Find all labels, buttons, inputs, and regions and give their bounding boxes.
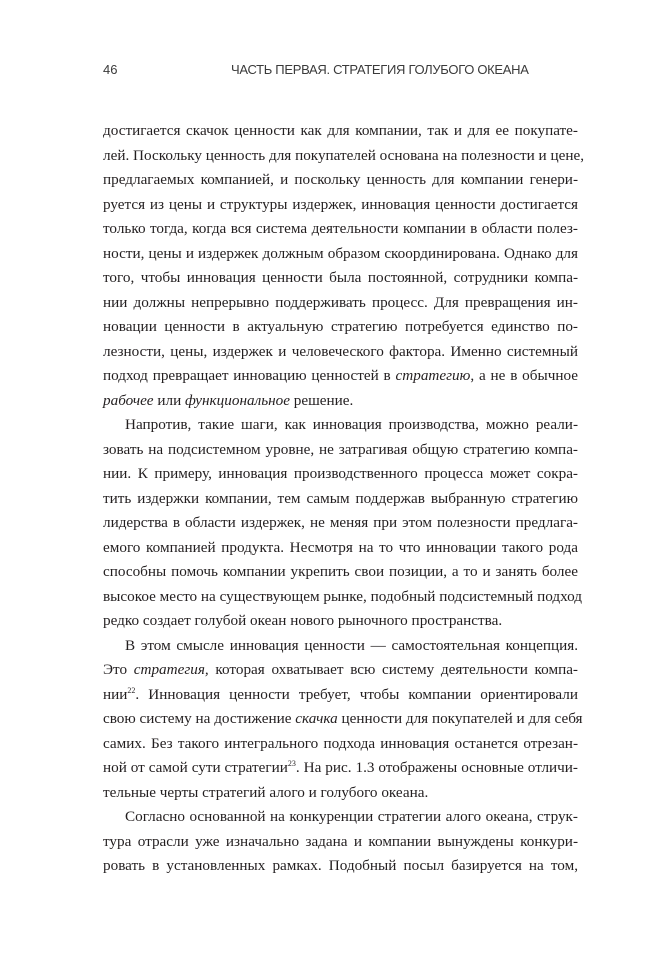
text-line: лей. Поскольку ценность для покупателей основана на полезности и цене, bbox=[103, 146, 585, 164]
italic-run: стратегия, bbox=[133, 661, 209, 678]
text-line: зовать на подсистемном уровне, не затрагивая общую стратегию компа- bbox=[103, 440, 578, 458]
footnote-ref-22[interactable]: 22 bbox=[127, 685, 136, 695]
body-text bbox=[103, 119, 585, 879]
text-line: редко создает голубой океан нового рыночного пространства. bbox=[103, 612, 503, 629]
text-run: решение. bbox=[289, 391, 354, 409]
italic-run: скачка bbox=[295, 710, 338, 727]
text-run: или bbox=[153, 391, 185, 409]
text-line: тить издержки компании, тем самым поддержав выбранную стратегию bbox=[103, 489, 578, 507]
footnote-ref-23[interactable]: 23 bbox=[287, 759, 296, 768]
text-line: ности, цены и издержек должным образом скоординирована. Однако для bbox=[103, 244, 578, 262]
text-run: ценности для покупателей и для себя bbox=[337, 710, 583, 727]
text-line: самих. Без такого интегрального подхода инновация останется отрезан- bbox=[103, 734, 578, 752]
text-line: высокое место на существующем рынке, подобный подсистемный подход bbox=[103, 587, 582, 605]
text-run: подход превращает инновацию ценностей в bbox=[103, 367, 396, 384]
text-line: тельные черты стратегий алого и голубого океана. bbox=[103, 783, 429, 801]
text-line: тура отрасли уже изначально задана и компании вынуждены конкури- bbox=[103, 832, 578, 850]
text-line: емого компанией продукта. Несмотря на то что инновации такого рода bbox=[103, 538, 578, 556]
text-line: того, чтобы инновация ценности была постоянной, сотрудники компа- bbox=[103, 269, 578, 286]
text-line: В этом смысле инновация ценности — самостоятельная концепция. bbox=[125, 636, 578, 654]
text-line bbox=[103, 364, 578, 389]
text-run: которая охватывает всю систему деятельности компа- bbox=[208, 661, 578, 678]
text-run: . На рис. 1.3 отображены основные отличи- bbox=[295, 759, 578, 776]
text-line: нии должны непрерывно поддерживать процесс. Для превращения ин- bbox=[103, 293, 578, 311]
text-run: свою систему на достижение bbox=[103, 710, 296, 727]
text-line bbox=[103, 707, 583, 732]
text-line: достигается скачок ценности как для компании, так и для ее покупате- bbox=[103, 122, 578, 139]
text-run: ной от самой сути стратегии bbox=[103, 759, 288, 776]
text-line: Согласно основанной на конкуренции стратегии алого океана, струк- bbox=[125, 808, 578, 825]
text-line bbox=[103, 756, 578, 781]
text-line: способны помочь компании укрепить свои позиции, а то и занять более bbox=[103, 563, 578, 580]
page-header bbox=[103, 62, 578, 82]
text-line bbox=[103, 683, 578, 708]
text-line: ровать в установленных рамках. Подобный посыл базируется на том, bbox=[103, 857, 578, 874]
text-run: . Инновация ценности требует, чтобы компании ориентировали bbox=[135, 685, 578, 703]
text-line: лезности, цены, издержек и человеческого фактора. Именно системный bbox=[103, 342, 578, 360]
page-number: 46 bbox=[103, 62, 118, 77]
italic-run: функциональное bbox=[185, 391, 290, 409]
text-line: лидерства в области издержек, не меняя при этом полезности предлага- bbox=[103, 514, 578, 531]
text-run: Это bbox=[103, 661, 134, 678]
text-line: только тогда, когда вся система деятельности компании в области полез- bbox=[103, 220, 578, 237]
running-head: ЧАСТЬ ПЕРВАЯ. СТРАТЕГИЯ ГОЛУБОГО ОКЕАНА bbox=[231, 62, 529, 77]
text-line: руется из цены и структуры издержек, инновация ценности достигается bbox=[103, 195, 578, 213]
italic-run: рабочее bbox=[103, 391, 154, 409]
text-run: , а не в обычное bbox=[470, 367, 578, 384]
text-line: Напротив, такие шаги, как инновация производства, можно реали- bbox=[125, 416, 578, 433]
text-line bbox=[103, 389, 578, 414]
text-line bbox=[103, 658, 578, 683]
text-line: нии. К примеру, инновация производственного процесса может сокра- bbox=[103, 465, 578, 482]
text-run: нии bbox=[103, 685, 128, 703]
text-line: предлагаемых компанией, и поскольку ценность для компании генери- bbox=[103, 171, 578, 188]
text-line: новации ценности в актуальную стратегию потребуется единство по- bbox=[103, 318, 578, 335]
italic-run: стратегию bbox=[395, 367, 471, 384]
